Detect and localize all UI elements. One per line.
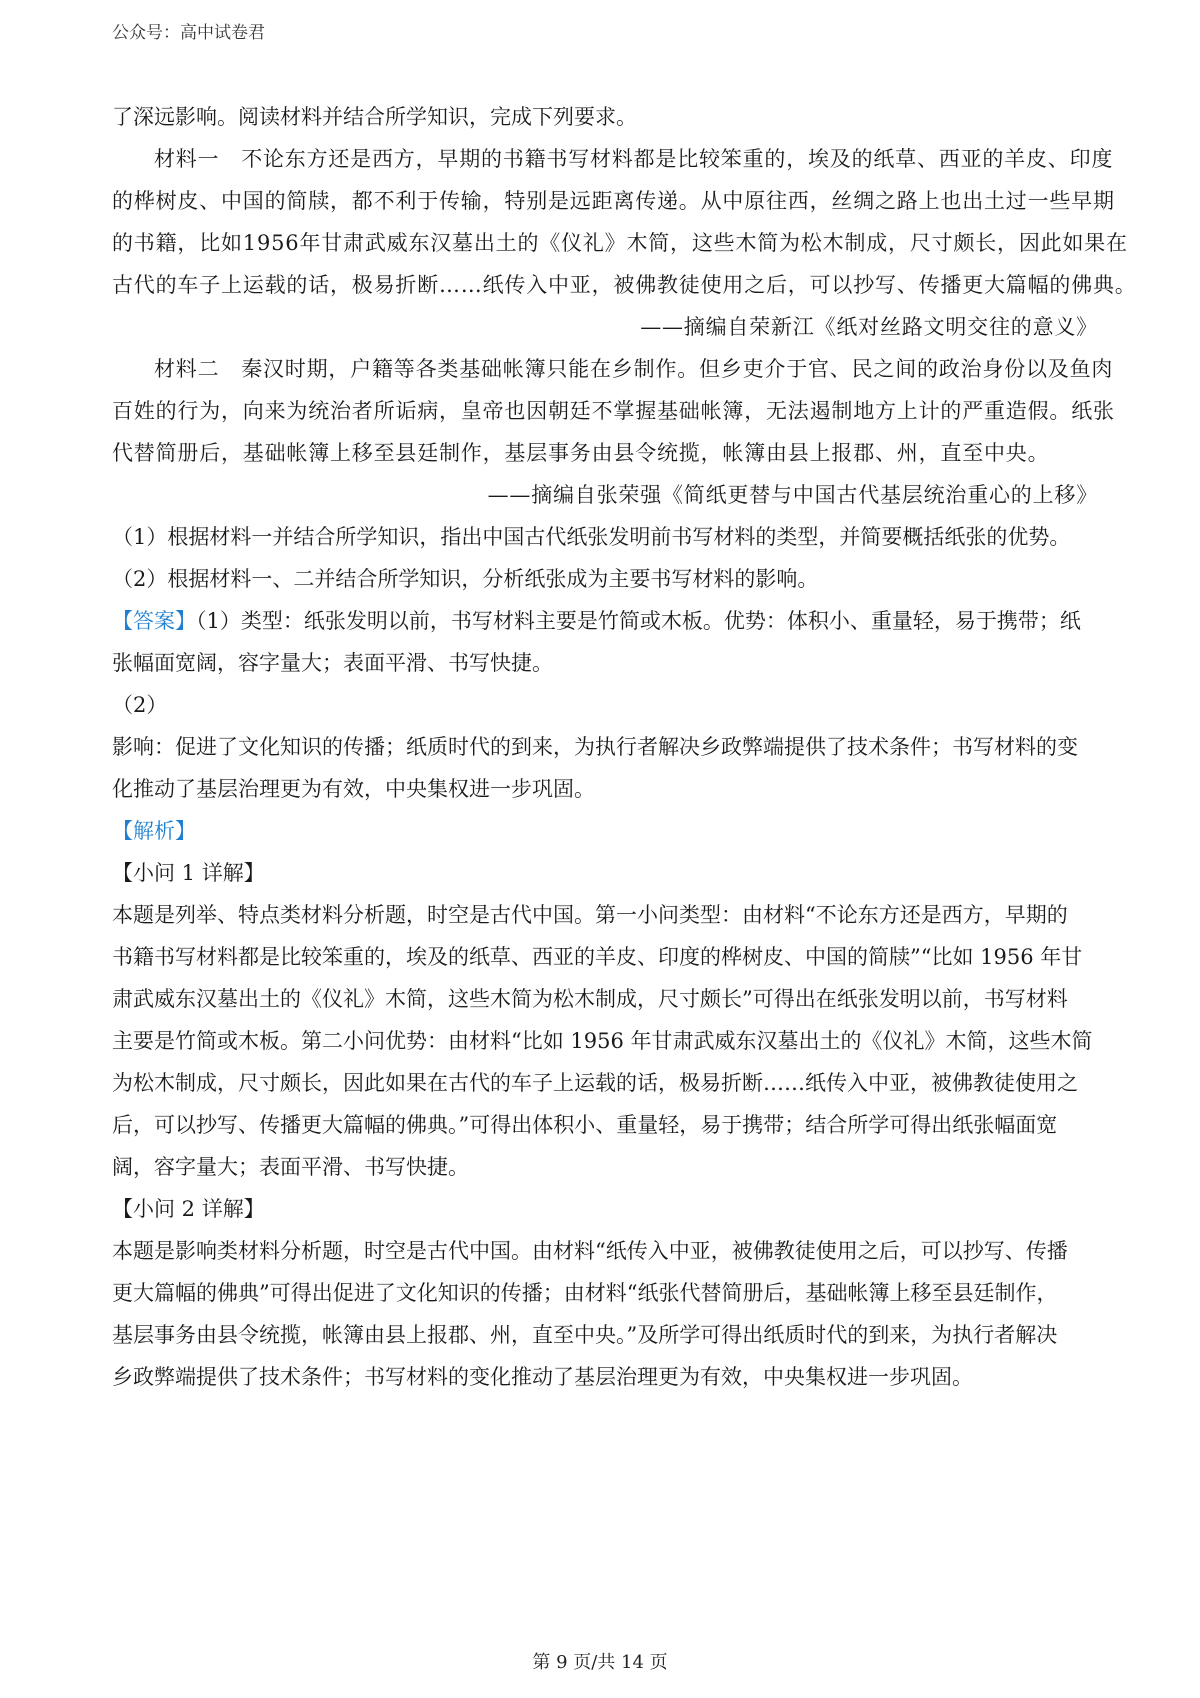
analysis-q2-line: 基层事务由县令统揽，帐簿由县上报郡、州，直至中央。”及所学可得出纸质时代的到来，为执行者解决	[112, 1323, 1058, 1347]
analysis-q1-title: 【小问 1 详解】	[112, 861, 265, 885]
analysis-q2-line: 本题是影响类材料分析题，时空是古代中国。由材料“纸传入中亚，被佛教徒使用之后，可以抄写、传播	[112, 1239, 1068, 1263]
material-one-line: 古代的车子上运载的话，极易折断……纸传入中亚，被佛教徒使用之后，可以抄写、传播更大篇幅的佛典。	[112, 273, 1137, 297]
answer-line-1	[112, 600, 1098, 642]
material-one-line: 的书籍，比如1956年甘肃武威东汉墓出土的《仪礼》木简，这些木简为松木制成，尺寸颇长，因此如果在	[112, 231, 1128, 255]
material-one-line: 的桦树皮、中国的简牍，都不利于传输，特别是远距离传递。从中原往西，丝绸之路上也出土过一些早期	[112, 189, 1115, 213]
material-two-line: 代替简册后，基础帐簿上移至县廷制作，基层事务由县令统揽，帐簿由县上报郡、州，直至中央。	[112, 441, 1050, 465]
analysis-q1-line: 肃武威东汉墓出土的《仪礼》木简，这些木简为松木制成，尺寸颇长”可得出在纸张发明以前，书写材料	[112, 987, 1068, 1011]
analysis-q1-line: 书籍书写材料都是比较笨重的，埃及的纸草、西亚的羊皮、印度的桦树皮、中国的简牍”“比如 1956 年甘	[112, 945, 1083, 969]
answer-part2-label: （2）	[112, 693, 168, 717]
material-two-source: ——摘编自张荣强《简纸更替与中国古代基层统治重心的上移》	[487, 483, 1098, 507]
analysis-tag: 【解析】	[112, 819, 196, 843]
analysis-section	[112, 810, 1098, 1398]
header-account-label: 公众号：高中试卷君	[112, 23, 265, 43]
answer-line-2: 张幅面宽阔，容字量大；表面平滑、书写快捷。	[112, 651, 553, 675]
analysis-q2-line: 乡政弊端提供了技术条件；书写材料的变化推动了基层治理更为有效，中央集权进一步巩固。	[112, 1365, 973, 1389]
material-two	[112, 348, 1115, 516]
analysis-q1-line: 为松木制成，尺寸颇长，因此如果在古代的车子上运载的话，极易折断……纸传入中亚，被佛教徒使用之	[112, 1071, 1078, 1095]
question-1: （1）根据材料一并结合所学知识，指出中国古代纸张发明前书写材料的类型，并简要概括纸张的优势。	[112, 525, 1071, 549]
question-2: （2）根据材料一、二并结合所学知识，分析纸张成为主要书写材料的影响。	[112, 567, 819, 591]
answer-part2-line: 影响：促进了文化知识的传播；纸质时代的到来，为执行者解决乡政弊端提供了技术条件；书写材料的变	[112, 735, 1078, 759]
document-body	[112, 96, 1137, 1398]
material-one-line: 材料一 不论东方还是西方，早期的书籍书写材料都是比较笨重的，埃及的纸草、西亚的羊皮、印度	[154, 147, 1114, 171]
material-two-line: 材料二 秦汉时期，户籍等各类基础帐簿只能在乡制作。但乡吏介于官、民之间的政治身份以及鱼肉	[154, 357, 1114, 381]
analysis-q1-line: 后，可以抄写、传播更大篇幅的佛典。”可得出体积小、重量轻，易于携带；结合所学可得出纸张幅面宽	[112, 1113, 1058, 1137]
analysis-q2-line: 更大篇幅的佛典”可得出促进了文化知识的传播；由材料“纸张代替简册后，基础帐簿上移至县廷制作，	[112, 1281, 1058, 1305]
material-one-source: ——摘编自荣新江《纸对丝路文明交往的意义》	[640, 315, 1098, 339]
answer-tag: 【答案】	[112, 609, 196, 633]
analysis-q1-line: 本题是列举、特点类材料分析题，时空是古代中国。第一小问类型：由材料“不论东方还是西方，早期的	[112, 903, 1068, 927]
analysis-q2-title: 【小问 2 详解】	[112, 1197, 265, 1221]
questions	[112, 516, 1098, 600]
answer-part2-line: 化推动了基层治理更为有效，中央集权进一步巩固。	[112, 777, 595, 801]
analysis-q1-line: 阔，容字量大；表面平滑、书写快捷。	[112, 1155, 469, 1179]
analysis-q1-line: 主要是竹简或木板。第二小问优势：由材料“比如 1956 年甘肃武威东汉墓出土的《仪礼》木简，这些木简	[112, 1029, 1093, 1053]
intro-text: 了深远影响。阅读材料并结合所学知识，完成下列要求。	[112, 105, 637, 129]
material-two-line: 百姓的行为，向来为统治者所诟病，皇帝也因朝廷不掌握基础帐簿，无法遏制地方上计的严重造假。纸张	[112, 399, 1115, 423]
answer-section	[112, 600, 1098, 810]
material-one	[112, 138, 1137, 348]
answer-text: （1）类型：纸张发明以前，书写材料主要是竹简或木板。优势：体积小、重量轻，易于携带；纸	[196, 609, 1081, 633]
page-number: 第 9 页/共 14 页	[532, 1652, 668, 1673]
